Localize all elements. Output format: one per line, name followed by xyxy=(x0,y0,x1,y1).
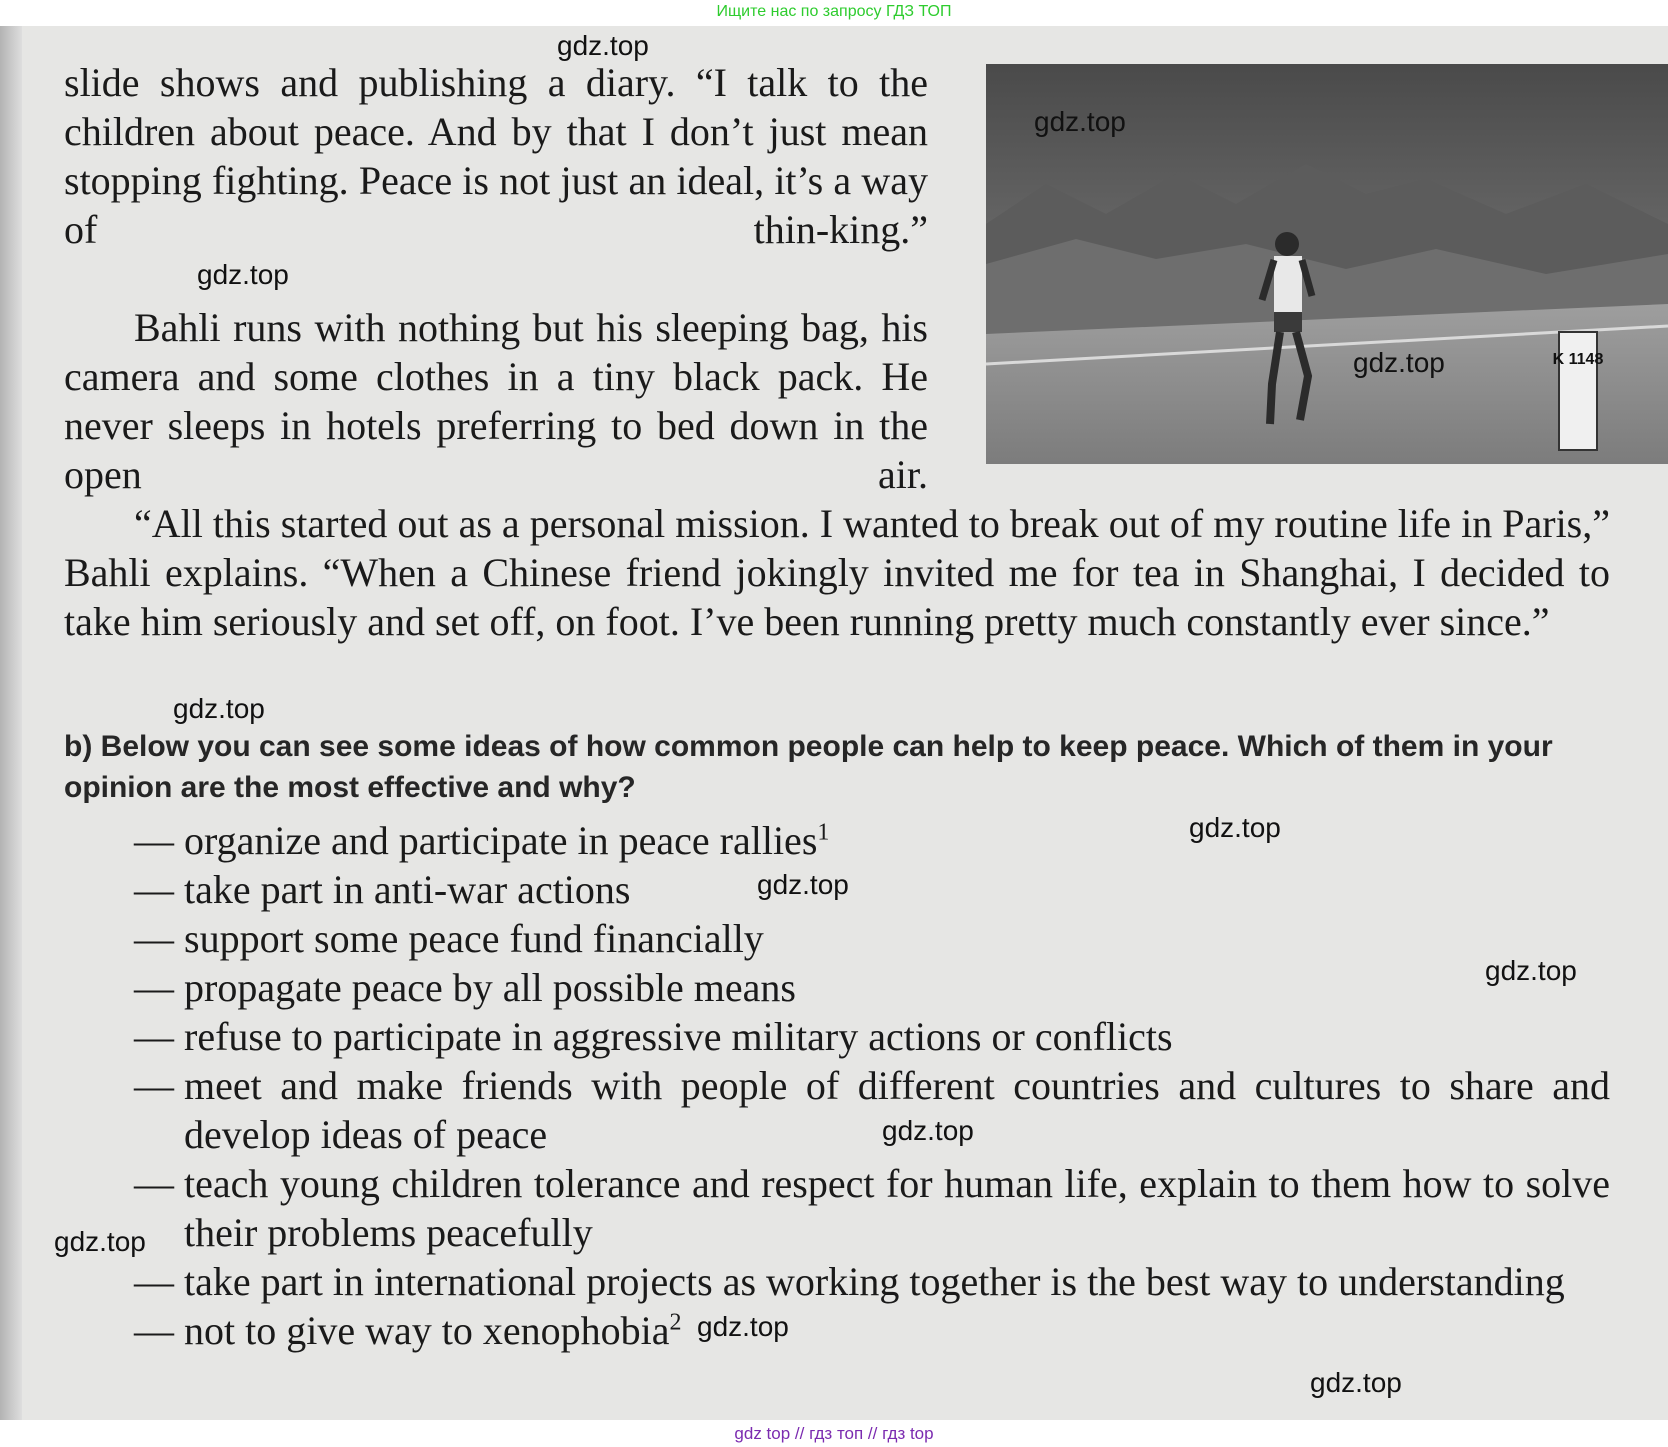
ideas-list xyxy=(134,816,1610,1355)
watermark: gdz.top xyxy=(757,869,849,900)
list-item: — support some peace fund financially xyxy=(134,914,1610,963)
page-binding-shadow xyxy=(0,26,22,1420)
paragraph-1: slide shows and publishing a diary. “I talk to the children about peace. And by that I don’t just mean stopping fighting. Peace is not just an ideal, it’s a way of thin-king.” xyxy=(64,60,928,252)
list-item: — propagate peace by all possible means xyxy=(134,963,1610,1012)
list-item: — teach young children tolerance and respect for human life, explain to them how to solve their problems peacefully xyxy=(134,1159,1610,1257)
watermark: gdz.top xyxy=(173,693,265,724)
watermark: gdz.top xyxy=(1485,955,1577,986)
paragraph-3: “All this started out as a personal mission. I wanted to break out of my routine life in Paris,” Bahli explains. “When a Chinese friend jokingly invited me for tea in Shanghai, I decided to take him seriously and set off, on foot. I’ve been running pretty much constantly ever since.” xyxy=(64,501,1610,644)
list-item: — take part in anti-war actions xyxy=(134,865,1610,914)
watermark: gdz.top xyxy=(1353,347,1445,378)
watermark: gdz.top xyxy=(882,1115,974,1146)
watermark: gdz.top xyxy=(54,1226,146,1257)
watermark: gdz.top xyxy=(197,259,289,290)
watermark: gdz.top xyxy=(1189,812,1281,843)
milestone-label: K 1148 xyxy=(1552,351,1604,368)
milestone-post xyxy=(1559,332,1597,450)
watermark: gdz.top xyxy=(557,30,649,61)
list-item: — take part in international projects as working together is the best way to understanding xyxy=(134,1257,1610,1306)
watermark: gdz.top xyxy=(1034,106,1126,137)
top-banner-link[interactable]: Ищите нас по запросу ГДЗ ТОП xyxy=(716,3,952,20)
watermark: gdz.top xyxy=(697,1311,789,1342)
list-item: — meet and make friends with people of different countries and cultures to share and develop ideas of peace xyxy=(134,1061,1610,1159)
task-instruction: b) Below you can see some ideas of how common people can help to keep peace. Which of them in your opinion are the most effective and why? xyxy=(64,730,1553,804)
list-item: — refuse to participate in aggressive military actions or conflicts xyxy=(134,1012,1610,1061)
footnote-mark-2: 2 xyxy=(669,1309,682,1336)
textbook-page xyxy=(0,26,1668,1420)
watermark: gdz.top xyxy=(1310,1367,1402,1398)
bottom-banner-link[interactable]: gdz top // гдз топ // гдз top xyxy=(0,1420,1668,1447)
paragraph-2: Bahli runs with nothing but his sleeping bag, his camera and some clothes in a tiny black pack. He never sleeps in hotels preferring to bed down in the open air. xyxy=(64,305,928,497)
footnote-mark-1: 1 xyxy=(817,819,830,846)
list-item: — organize and participate in peace rallies$^1$ xyxy=(134,816,1610,865)
list-item: — not to give way to xenophobia$^2$ xyxy=(134,1306,1610,1355)
